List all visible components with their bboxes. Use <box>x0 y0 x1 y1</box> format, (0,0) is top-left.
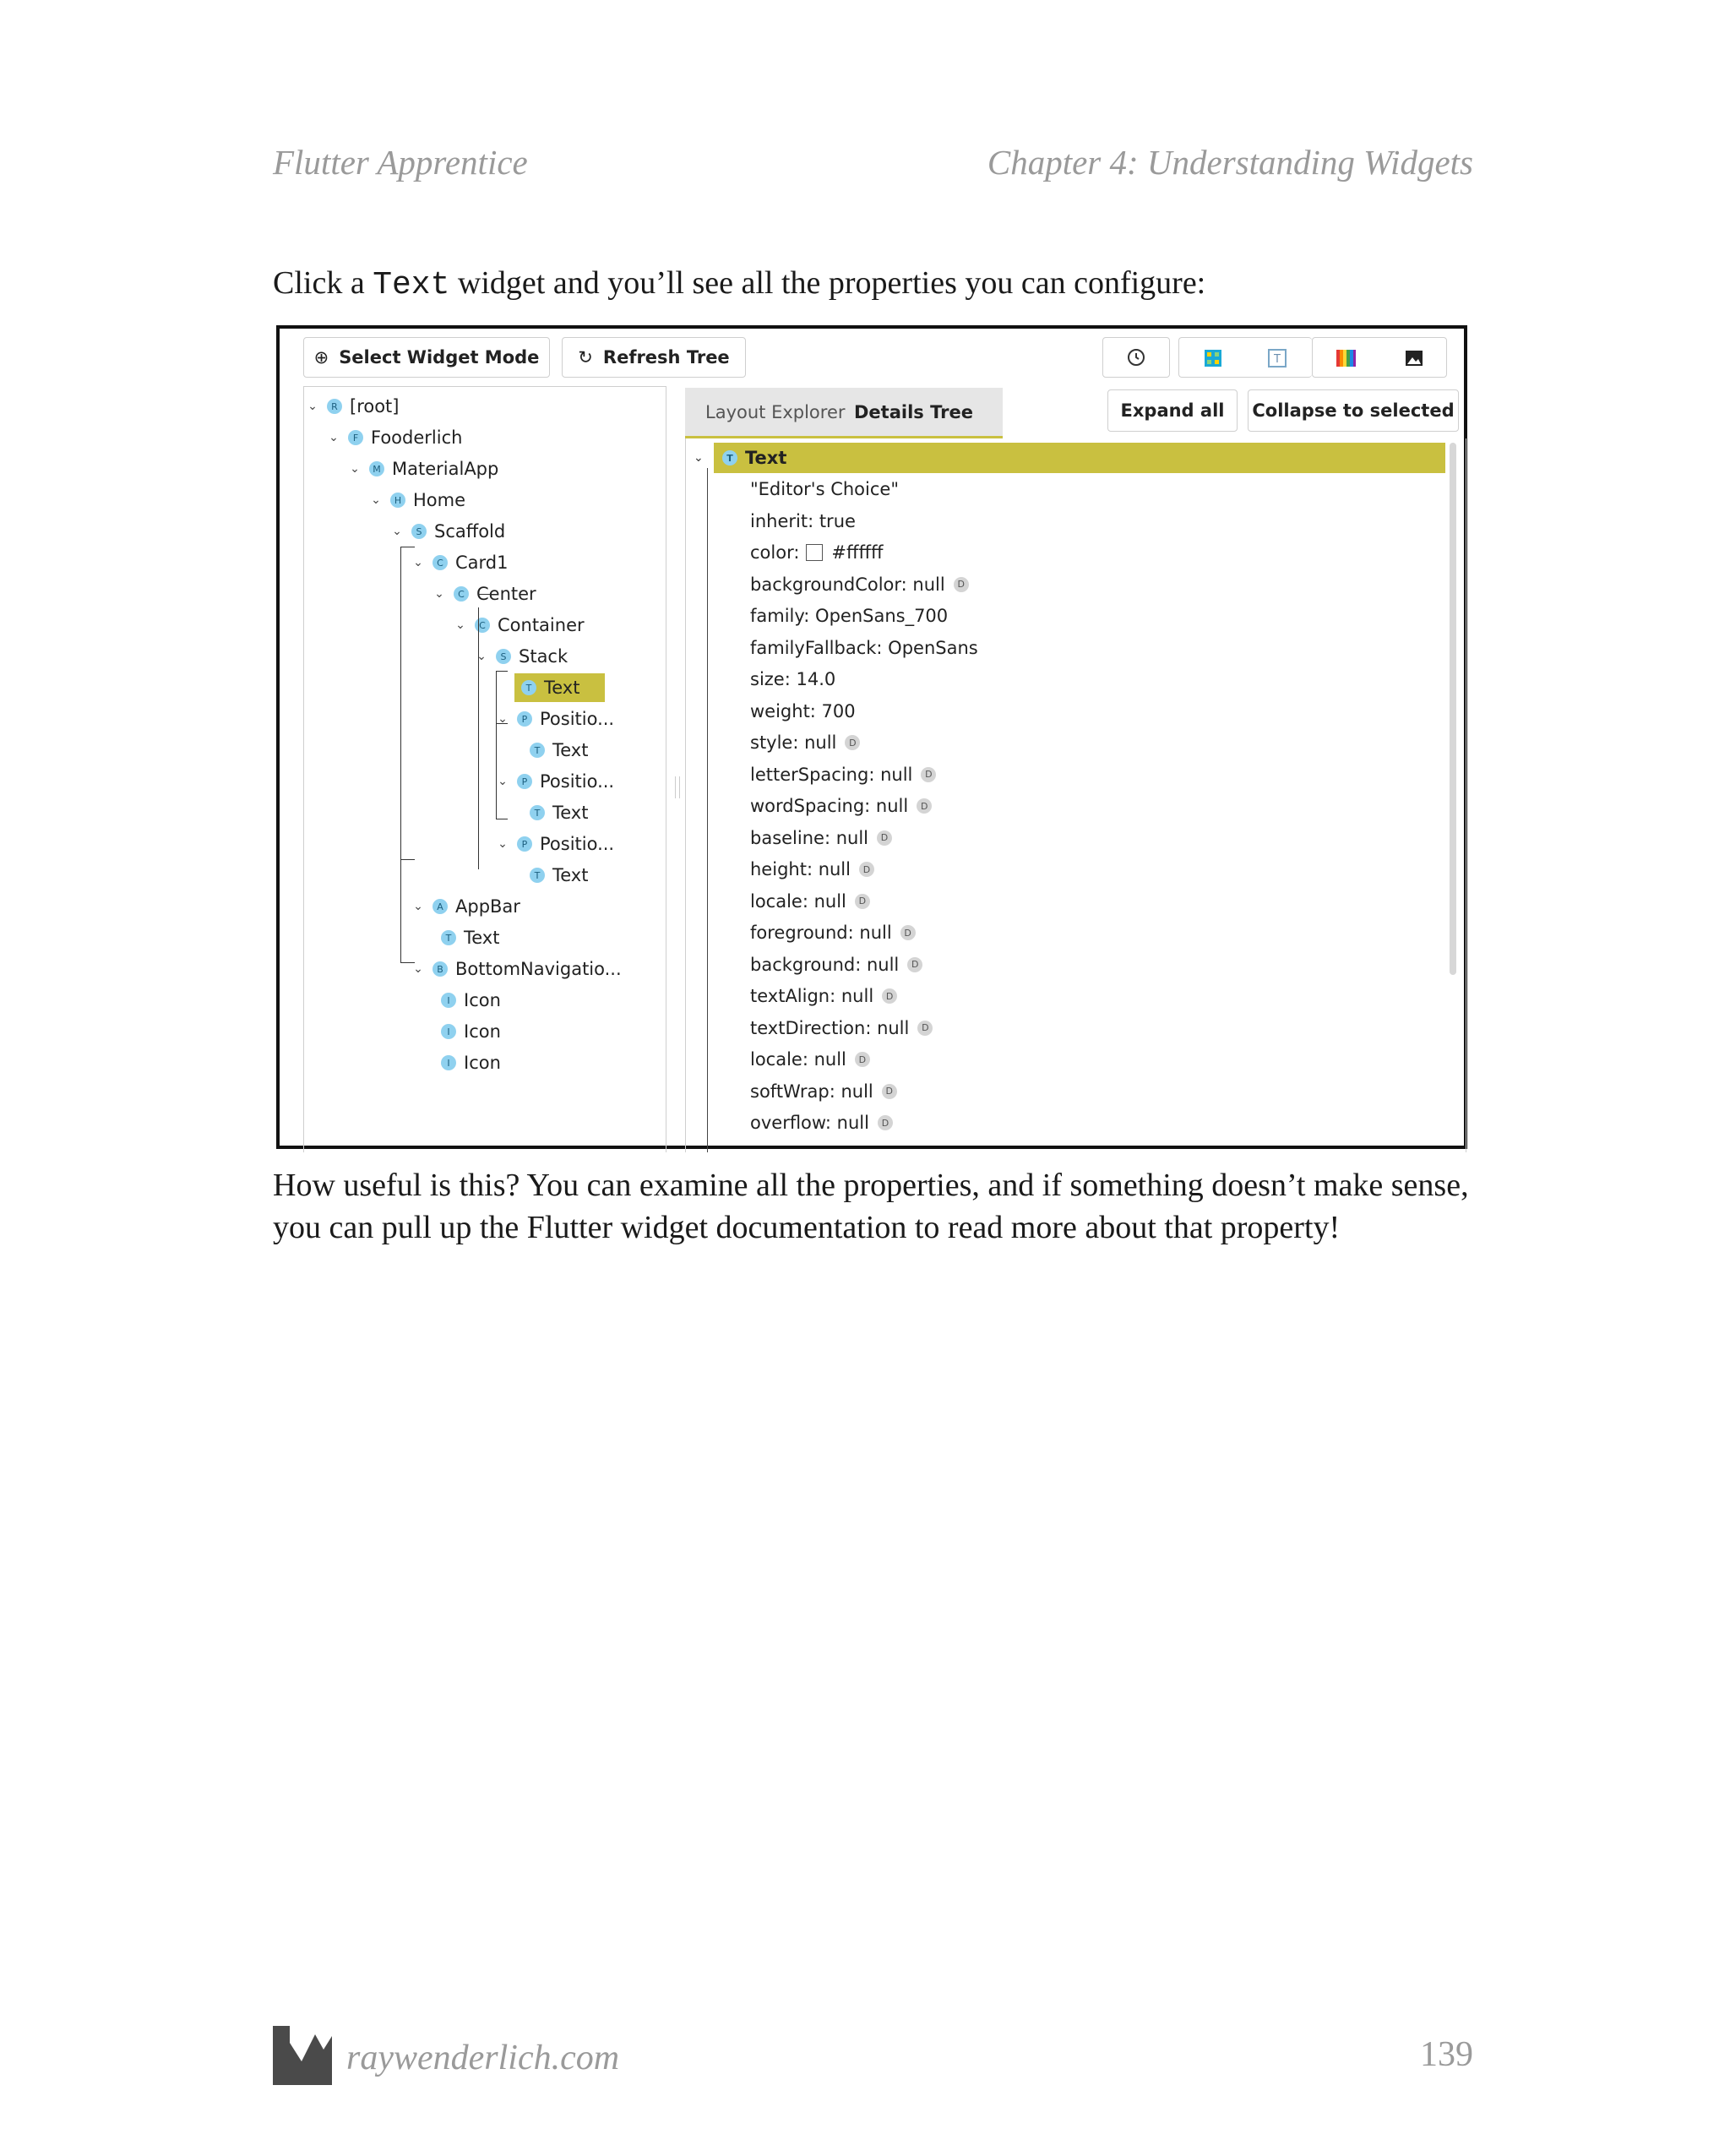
widget-type-badge-icon: C <box>432 555 448 570</box>
default-value-badge-icon: D <box>878 1115 893 1130</box>
tree-node[interactable] <box>508 798 588 827</box>
tab-layout-explorer[interactable]: Layout Explorer <box>705 401 846 422</box>
tree-node[interactable] <box>474 642 568 671</box>
tree-node-label: Text <box>552 740 589 760</box>
property-text: locale: null <box>750 1049 846 1070</box>
widget-type-badge-icon: T <box>521 680 536 695</box>
tree-node-label: BottomNavigatio... <box>455 959 622 979</box>
tree-node[interactable] <box>508 736 588 765</box>
collapse-to-selected-label: Collapse to selected <box>1252 400 1455 421</box>
color-tools-icon[interactable] <box>1312 337 1447 378</box>
tree-node-label: Text <box>552 803 589 823</box>
tree-node[interactable] <box>389 517 505 546</box>
tree-guide-line <box>496 671 508 672</box>
details-scrollbar[interactable] <box>1450 443 1456 975</box>
tree-node[interactable] <box>492 673 605 702</box>
widget-type-badge-icon: T <box>441 930 456 945</box>
tree-node-label: Text <box>544 678 580 698</box>
tab-details-tree[interactable]: Details Tree <box>854 388 973 436</box>
default-value-badge-icon: D <box>845 735 860 750</box>
property-text: backgroundColor: null <box>750 574 945 595</box>
site-name: raywenderlich.com <box>346 2039 620 2077</box>
default-value-badge-icon: D <box>917 798 932 814</box>
property-row[interactable] <box>750 1077 897 1106</box>
widget-type-badge-icon: P <box>517 836 532 852</box>
svg-text:T: T <box>1274 353 1281 366</box>
property-row[interactable] <box>750 475 899 504</box>
tree-node-content <box>530 865 588 885</box>
property-text: overflow: null <box>750 1113 869 1133</box>
tree-node[interactable] <box>453 611 585 640</box>
tree-node-label: Fooderlich <box>371 427 463 448</box>
tree-node-label: Container <box>498 615 585 635</box>
tree-node[interactable] <box>419 986 501 1015</box>
default-value-badge-icon: D <box>907 957 922 972</box>
tree-node[interactable] <box>368 486 465 514</box>
tree-node-label: Positio... <box>540 709 615 729</box>
tree-node[interactable] <box>411 548 509 577</box>
tree-node-label: Positio... <box>540 834 615 854</box>
tree-node-label: Scaffold <box>434 521 506 542</box>
property-text: background: null <box>750 954 900 975</box>
property-text: height: null <box>750 859 851 879</box>
default-value-badge-icon: D <box>954 577 969 592</box>
tree-guide-line <box>400 962 415 963</box>
property-row[interactable] <box>750 602 948 630</box>
default-value-badge-icon: D <box>855 1052 870 1067</box>
widget-type-badge-icon: M <box>369 461 384 476</box>
tree-node-label: Stack <box>519 646 569 667</box>
widget-type-badge-icon: T <box>530 805 545 820</box>
property-row[interactable] <box>750 887 870 916</box>
widget-type-badge-icon: P <box>517 711 532 727</box>
intro-text-after: widget and you’ll see all the properties you can configure: <box>449 265 1206 301</box>
property-text: style: null <box>750 732 837 753</box>
text-widget-badge-icon: T <box>722 450 737 466</box>
property-row[interactable] <box>750 1108 893 1137</box>
tree-node-content <box>517 709 614 729</box>
chevron-down-icon[interactable]: ⌄ <box>413 962 423 976</box>
widget-type-badge-icon: R <box>327 399 342 414</box>
default-value-badge-icon: D <box>882 1084 897 1099</box>
property-text: locale: null <box>750 890 846 912</box>
select-widget-mode-button[interactable] <box>303 337 550 378</box>
tree-node-label: [root] <box>350 396 400 416</box>
property-text: foreground: null <box>750 923 892 943</box>
property-text: weight: 700 <box>750 700 856 721</box>
tree-guide-line <box>478 607 479 869</box>
widget-type-badge-icon: S <box>496 649 511 664</box>
property-row[interactable] <box>750 570 969 599</box>
tree-node-label: Icon <box>464 1021 501 1042</box>
tree-guide-line <box>496 723 508 724</box>
tree-node-content <box>441 1053 501 1073</box>
tree-node-content <box>390 490 465 510</box>
default-value-badge-icon: D <box>921 767 936 782</box>
chevron-down-icon[interactable]: ⌄ <box>350 462 360 476</box>
page-number: 139 <box>1420 2035 1473 2074</box>
tree-node-content <box>432 896 520 917</box>
intro-text-before: Click a <box>273 265 373 301</box>
details-guide-line <box>707 468 708 1152</box>
property-text: wordSpacing: null <box>750 796 909 816</box>
tree-guide-line <box>400 547 401 962</box>
widget-type-badge-icon: H <box>390 493 405 508</box>
chevron-down-icon[interactable]: ⌄ <box>413 900 423 913</box>
chevron-down-icon[interactable]: ⌄ <box>307 400 318 413</box>
property-text: softWrap: null <box>750 1081 873 1102</box>
intro-code: Text <box>373 267 450 303</box>
widget-type-badge-icon: I <box>441 1024 456 1039</box>
tree-node-content <box>432 553 509 573</box>
raywenderlich-logo <box>273 2026 332 2088</box>
tree-node-content <box>348 427 462 448</box>
chevron-down-icon[interactable]: ⌄ <box>498 837 508 851</box>
tree-node[interactable] <box>411 955 622 983</box>
property-text: size: 14.0 <box>750 669 836 689</box>
tree-node-content <box>369 459 498 479</box>
details-selected-node[interactable] <box>714 443 1445 473</box>
widget-type-badge-icon: A <box>432 899 448 914</box>
chevron-down-icon[interactable]: ⌄ <box>434 587 444 601</box>
property-row[interactable] <box>750 665 835 694</box>
tree-guide-line <box>478 594 491 595</box>
tree-node-label: AppBar <box>455 896 520 917</box>
property-row[interactable] <box>750 918 916 947</box>
property-row[interactable] <box>750 1045 870 1074</box>
color-value: #ffffff <box>831 542 884 563</box>
tree-node-content <box>514 673 605 702</box>
tree-guide-line <box>496 671 497 819</box>
intro-paragraph <box>273 262 1481 307</box>
tree-node[interactable] <box>419 1048 501 1077</box>
tree-node-content <box>432 959 622 979</box>
property-text: family: OpenSans_700 <box>750 606 949 626</box>
chevron-down-icon[interactable]: ⌄ <box>476 650 487 663</box>
property-row[interactable] <box>750 950 922 979</box>
tree-node-content <box>475 615 585 635</box>
tree-node[interactable] <box>495 830 614 858</box>
tree-node-content <box>411 521 505 542</box>
widget-type-badge-icon: C <box>475 618 490 633</box>
tree-node[interactable] <box>419 1017 501 1046</box>
property-row[interactable] <box>750 538 883 567</box>
default-value-badge-icon: D <box>900 925 916 940</box>
tree-node[interactable] <box>495 705 614 733</box>
tree-node-content <box>517 834 614 854</box>
tree-node-content <box>441 928 499 948</box>
tree-node[interactable] <box>508 861 588 890</box>
chevron-down-icon[interactable]: ⌄ <box>413 556 423 569</box>
property-row[interactable] <box>750 697 856 726</box>
tree-node-label: Text <box>552 865 589 885</box>
widget-type-badge-icon: P <box>517 774 532 789</box>
tree-node-label: Text <box>464 928 500 948</box>
property-text: textAlign: null <box>750 986 874 1006</box>
property-row[interactable] <box>750 634 978 662</box>
refresh-icon: ↻ <box>578 347 593 368</box>
property-text: inherit: true <box>750 510 856 531</box>
tree-node-content <box>327 396 400 416</box>
widget-type-badge-icon: I <box>441 993 456 1008</box>
property-row[interactable] <box>750 824 892 852</box>
property-row[interactable] <box>750 1014 933 1043</box>
chevron-down-icon[interactable]: ⌄ <box>371 493 381 507</box>
tree-node-content <box>441 1021 501 1042</box>
body-paragraph: How useful is this? You can examine all the properties, and if something doesn’t make sense, you can pull up the Flutter widget documentation to read more about that property! <box>273 1168 1469 1245</box>
property-text: baseline: null <box>750 827 868 848</box>
property-text: textDirection: null <box>750 1017 910 1038</box>
property-row[interactable] <box>750 792 932 820</box>
property-row[interactable] <box>750 728 860 757</box>
widget-type-badge-icon: S <box>411 524 427 539</box>
widget-type-badge-icon: F <box>348 430 363 445</box>
tree-node-content <box>496 646 568 667</box>
panel-splitter[interactable] <box>675 776 680 798</box>
property-text: color: <box>750 542 800 563</box>
tree-node[interactable] <box>411 892 520 921</box>
property-row[interactable] <box>750 507 856 536</box>
book-title: Flutter Apprentice <box>273 143 528 182</box>
property-row[interactable] <box>750 855 874 884</box>
tree-node-content <box>441 990 501 1010</box>
tree-guide-line <box>400 859 415 860</box>
property-text: familyFallback: OpenSans <box>750 637 978 658</box>
chevron-down-icon[interactable]: ⌄ <box>329 431 339 444</box>
default-value-badge-icon: D <box>859 862 874 877</box>
tree-node[interactable] <box>326 423 462 452</box>
widget-type-badge-icon: B <box>432 961 448 977</box>
tree-node[interactable] <box>419 923 499 952</box>
chevron-down-icon[interactable]: ⌄ <box>498 712 508 726</box>
details-node-label: Text <box>745 448 787 468</box>
tree-node[interactable] <box>495 767 614 796</box>
tree-node[interactable] <box>305 392 400 421</box>
chevron-down-icon[interactable]: ⌄ <box>392 525 402 538</box>
chapter-title: Chapter 4: Understanding Widgets <box>987 143 1473 182</box>
debug-paint-icon[interactable] <box>1178 337 1312 378</box>
widget-type-badge-icon: I <box>441 1055 456 1070</box>
tree-node-content <box>530 740 588 760</box>
tree-node-label: Icon <box>464 990 501 1010</box>
tree-node[interactable] <box>347 455 498 483</box>
refresh-tree-button[interactable] <box>562 337 746 378</box>
expand-all-button[interactable] <box>1107 389 1238 432</box>
crosshair-icon: ⊕ <box>313 347 329 368</box>
default-value-badge-icon: D <box>882 988 897 1004</box>
widget-type-badge-icon: C <box>454 586 469 602</box>
default-value-badge-icon: D <box>877 830 892 846</box>
tree-node-label: Card1 <box>455 553 509 573</box>
expand-all-label: Expand all <box>1120 400 1225 421</box>
tree-node-label: Center <box>476 584 536 604</box>
tree-node-label: Home <box>413 490 466 510</box>
tree-node-content <box>530 803 588 823</box>
property-text: letterSpacing: null <box>750 764 913 785</box>
tree-node-content <box>517 771 614 792</box>
tree-node-content <box>454 584 536 604</box>
devtools-screenshot <box>276 325 1467 1149</box>
property-row[interactable] <box>750 982 897 1010</box>
collapse-to-selected-button[interactable] <box>1248 389 1459 432</box>
default-value-badge-icon: D <box>855 894 870 909</box>
default-value-badge-icon: D <box>917 1021 933 1036</box>
color-swatch <box>806 544 823 561</box>
clock-icon[interactable] <box>1102 337 1170 378</box>
property-text: "Editor's Choice" <box>750 479 899 499</box>
widget-type-badge-icon: T <box>530 868 545 883</box>
select-widget-mode-label: Select Widget Mode <box>339 347 540 368</box>
tree-node-label: Icon <box>464 1053 501 1073</box>
property-row[interactable] <box>750 760 936 789</box>
details-tab-bar <box>685 388 1003 438</box>
tree-node-label: Positio... <box>540 771 615 792</box>
widget-type-badge-icon: T <box>530 743 545 758</box>
refresh-tree-label: Refresh Tree <box>602 347 730 368</box>
tree-node-label: MaterialApp <box>392 459 499 479</box>
chevron-down-icon[interactable]: ⌄ <box>498 775 508 788</box>
chevron-down-icon[interactable]: ⌄ <box>455 618 465 632</box>
details-collapse-chevron-icon[interactable]: ⌄ <box>694 451 704 465</box>
